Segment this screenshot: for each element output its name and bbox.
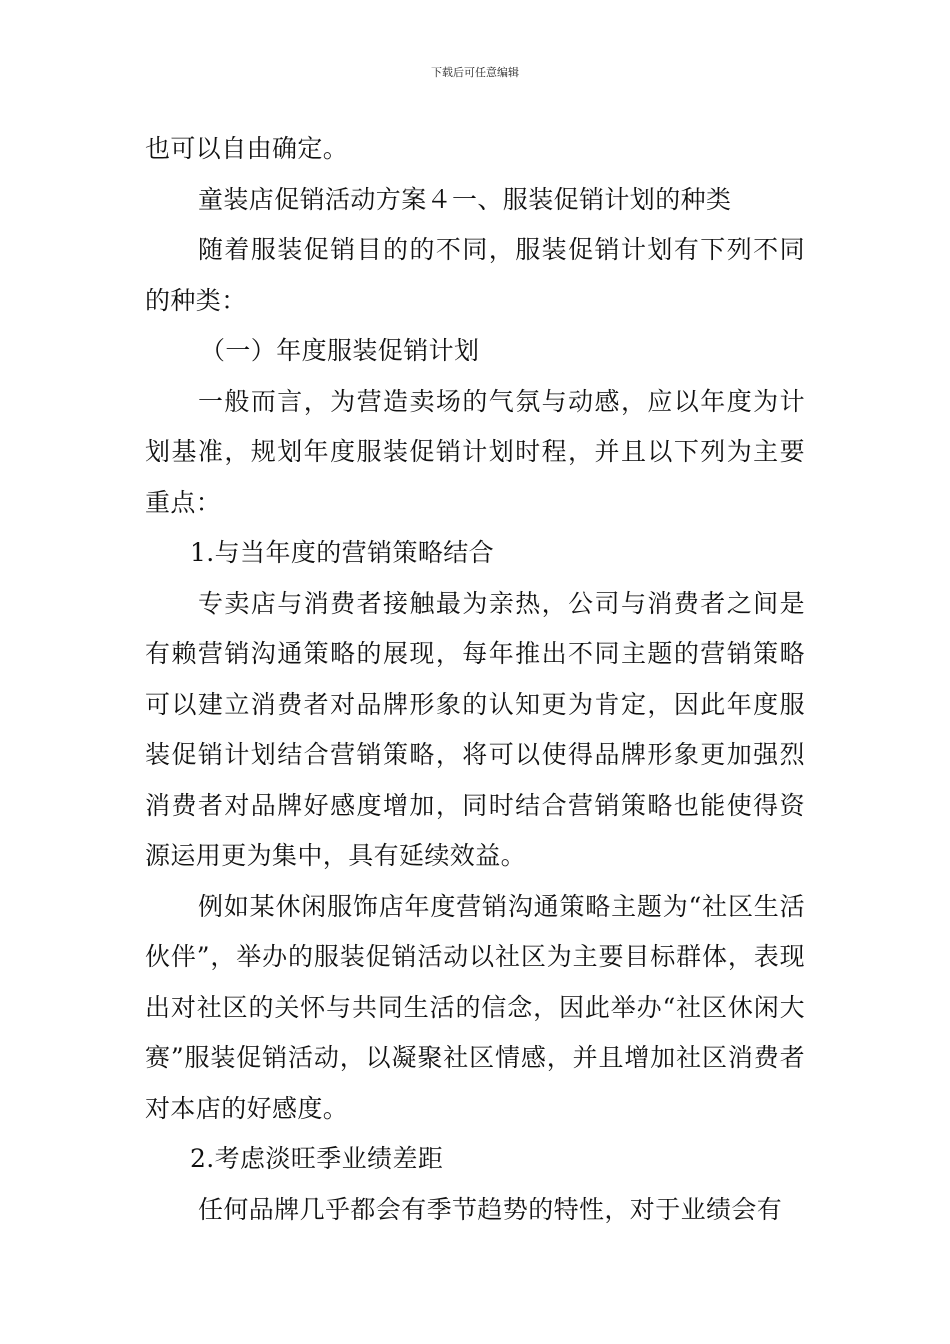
paragraph-point-2-heading: 2.考虑淡旺季业绩差距	[190, 1144, 444, 1173]
paragraph-example: 例如某休闲服饰店年度营销沟通策略主题为“社区生活伙伴”，举办的服装促销活动以社区为主要目标群体，表现出对社区的关怀与共同生活的信念，因此举办“社区休闲大赛”服装促销活动，以凝聚社区情感，并且增加社区消费者对本店的好感度。	[145, 891, 805, 1123]
paragraph-section-title: 童装店促销活动方案４一、服装促销计划的种类	[198, 184, 732, 214]
paragraph-continuation: 也可以自由确定。	[145, 134, 349, 163]
document-body	[145, 124, 805, 1235]
paragraph-subheading-annual: （一）年度服装促销计划	[200, 336, 480, 365]
paragraph-annual-description: 一般而言，为营造卖场的气氛与动感，应以年度为计划基准，规划年度服装促销计划时程，并且以下列为主要重点：	[145, 386, 805, 517]
paragraph-point-2-body: 任何品牌几乎都会有季节趋势的特性，对于业绩会有	[198, 1194, 783, 1224]
paragraph-intro: 随着服装促销目的的不同，服装促销计划有下列不同的种类：	[145, 235, 805, 315]
paragraph-point-1-body: 专卖店与消费者接触最为亲热，公司与消费者之间是有赖营销沟通策略的展现，每年推出不同主题的营销策略可以建立消费者对品牌形象的认知更为肯定，因此年度服装促销计划结合营销策略，将可以使得品牌形象更加强烈消费者对品牌好感度增加，同时结合营销策略也能使得资源运用更为集中，具有延续效益。	[145, 588, 805, 870]
page-header: 下载后可任意编辑	[431, 66, 519, 79]
paragraph-point-1-heading: 1.与当年度的营销策略结合	[190, 538, 495, 567]
